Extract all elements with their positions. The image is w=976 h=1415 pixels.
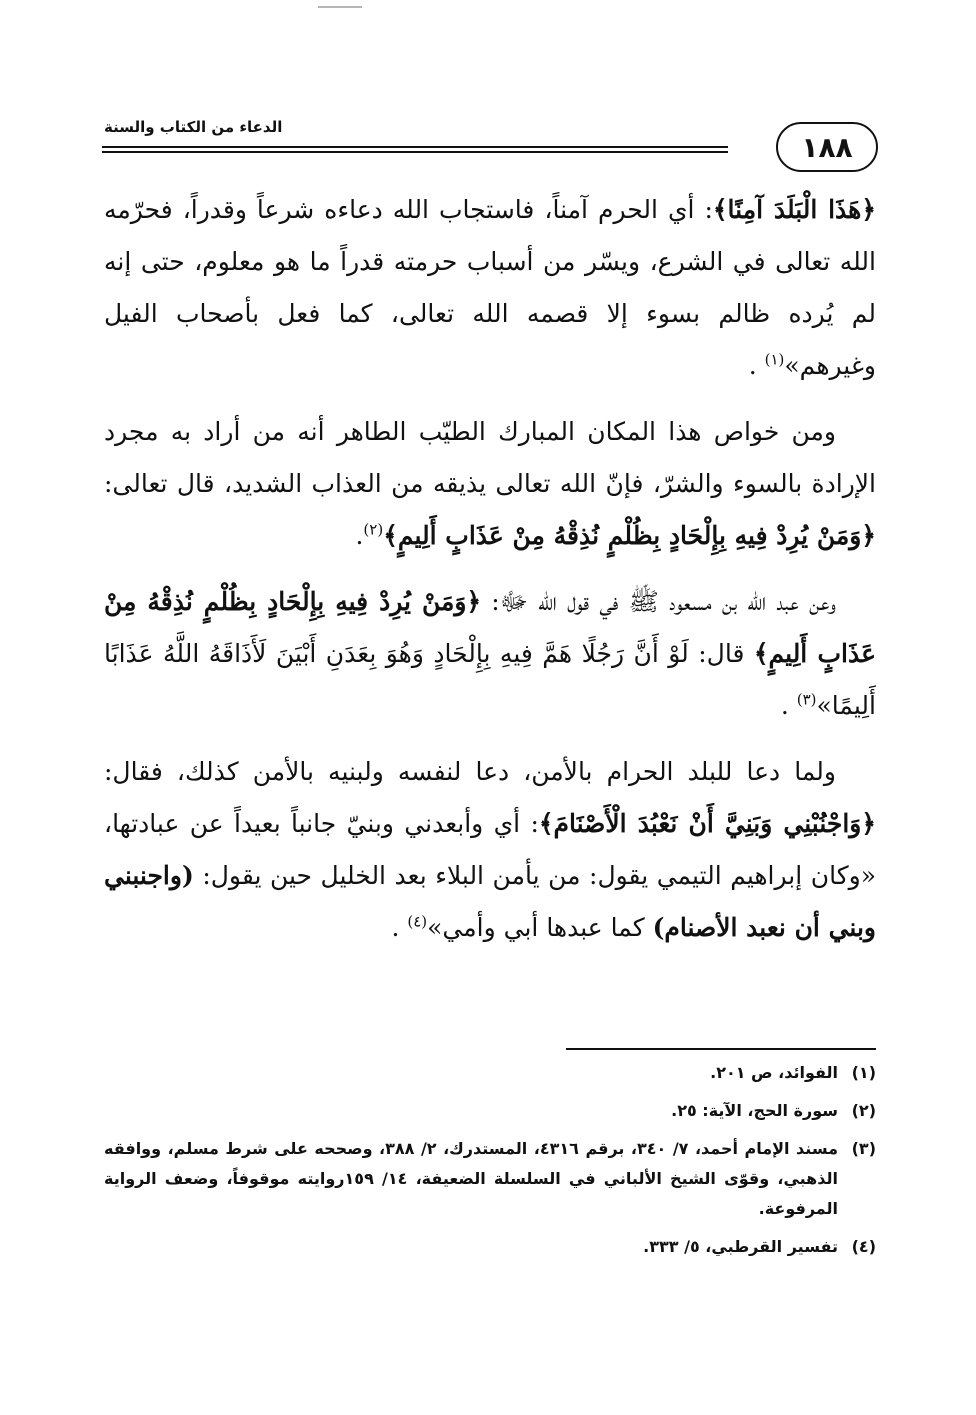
footnote-number: (٣) — [851, 1139, 876, 1158]
footnote — [104, 1232, 876, 1262]
footnote — [104, 1096, 876, 1126]
running-title: الدعاء من الكتاب والسنة — [104, 118, 283, 136]
footnote-text: الفوائد، ص ٢٠١. — [710, 1063, 838, 1082]
header-double-rule — [102, 146, 728, 153]
quran-verse: ﴿وَمَنْ يُرِدْ فِيهِ بِإِلْحَادٍ بِظُلْمٍ نُذِقْهُ مِنْ عَذَابٍ أَلِيمٍ﴾ — [104, 587, 876, 668]
footnote — [104, 1058, 876, 1088]
paragraph-end: . — [780, 691, 797, 720]
paragraph-text: قال: لَوْ أَنَّ رَجُلًا هَمَّ فِيهِ بِإِلْحَادٍ وَهُوَ بِعَدَنِ أَبْيَنَ لَأَذَاقَهُ اللَّهُ عَذَابًا أَلِيمًا» — [104, 639, 876, 720]
quoted-verse: (واجنبني وبني أن نعبد الأصنام) — [104, 861, 876, 942]
footnote-number: (١) — [851, 1063, 876, 1082]
footnote-text: سورة الحج، الآية: ٢٥. — [671, 1101, 838, 1120]
top-scan-mark — [318, 6, 362, 8]
footnote-text: تفسير القرطبي، ٥/ ٣٣٣. — [643, 1237, 838, 1256]
quran-verse: ﴿وَاجْنُبْنِي وَبَنِيَّ أَنْ نَعْبُدَ الْأَصْنَامَ﴾ — [538, 809, 876, 838]
footnote-text: مسند الإمام أحمد، ٧/ ٣٤٠، برقم ٤٣١٦، المستدرك، ٢/ ٣٨٨، وصححه على شرط مسلم، ووافقه الذهبي، وقوّى الشيخ الألباني في السلسلة الضعيفة، ١٤/ ١٥٩روايته موقوفاً، وضعف الرواية المرفوعة. — [104, 1139, 839, 1218]
footnote-ref-2: (٢) — [363, 520, 384, 539]
footnotes — [104, 1058, 876, 1270]
paragraph-1 — [104, 184, 876, 392]
main-text — [104, 184, 876, 968]
paragraph-4 — [104, 746, 876, 954]
paragraph-end: . — [355, 521, 364, 550]
paragraph-end: . — [391, 913, 408, 942]
paragraph-text: ومن خواص هذا المكان المبارك الطيّب الطاهر أنه من أراد به مجرد الإرادة بالسوء والشرّ، فإنّ الله تعالى يذيقه من العذاب الشديد، قال تعالى: — [104, 417, 876, 498]
paragraph-3 — [104, 576, 876, 732]
quran-verse: ﴿وَمَنْ يُرِدْ فِيهِ بِإِلْحَادٍ بِظُلْمٍ نُذِقْهُ مِنْ عَذَابٍ أَلِيمٍ﴾ — [383, 521, 876, 550]
paragraph-text: : أي وأبعدني وبنيّ جانباً بعيداً عن عبادتها، «وكان إبراهيم التيمي يقول: من يأمن البلاء بعد الخليل حين يقول: — [104, 809, 876, 890]
paragraph-text: ولما دعا للبلد الحرام بالأمن، دعا لنفسه ولبنيه بالأمن كذلك، فقال: — [104, 757, 836, 786]
paragraph-text: وعن عبد الله بن مسعود ﷺ في قول الله ﷻ: — [481, 587, 837, 616]
footnote-ref-3: (٣) — [796, 690, 817, 709]
footnote-separator — [566, 1048, 876, 1050]
quran-verse: ﴿هَذَا الْبَلَدَ آمِنًا﴾ — [712, 195, 876, 224]
page-header — [102, 112, 878, 180]
paragraph-text: : أي الحرم آمناً، فاستجاب الله دعاءه شرعاً وقدراً، فحرّمه الله تعالى في الشرع، ويسّر من أسباب حرمته قدراً ما هو معلوم، حتى إنه لم يُرده ظالم بسوء إلا قصمه الله تعالى، كما فعل بأصحاب الفيل وغيرهم» — [104, 195, 876, 380]
paragraph-end: . — [748, 351, 765, 380]
footnote — [104, 1134, 876, 1224]
footnote-number: (٢) — [851, 1101, 876, 1120]
footnote-ref-4: (٤) — [407, 912, 428, 931]
page-number: ١٨٨ — [776, 122, 878, 172]
paragraph-2 — [104, 406, 876, 562]
footnote-ref-1: (١) — [764, 350, 785, 369]
footnote-number: (٤) — [851, 1237, 876, 1256]
paragraph-text: كما عبدها أبي وأمي» — [427, 913, 653, 942]
